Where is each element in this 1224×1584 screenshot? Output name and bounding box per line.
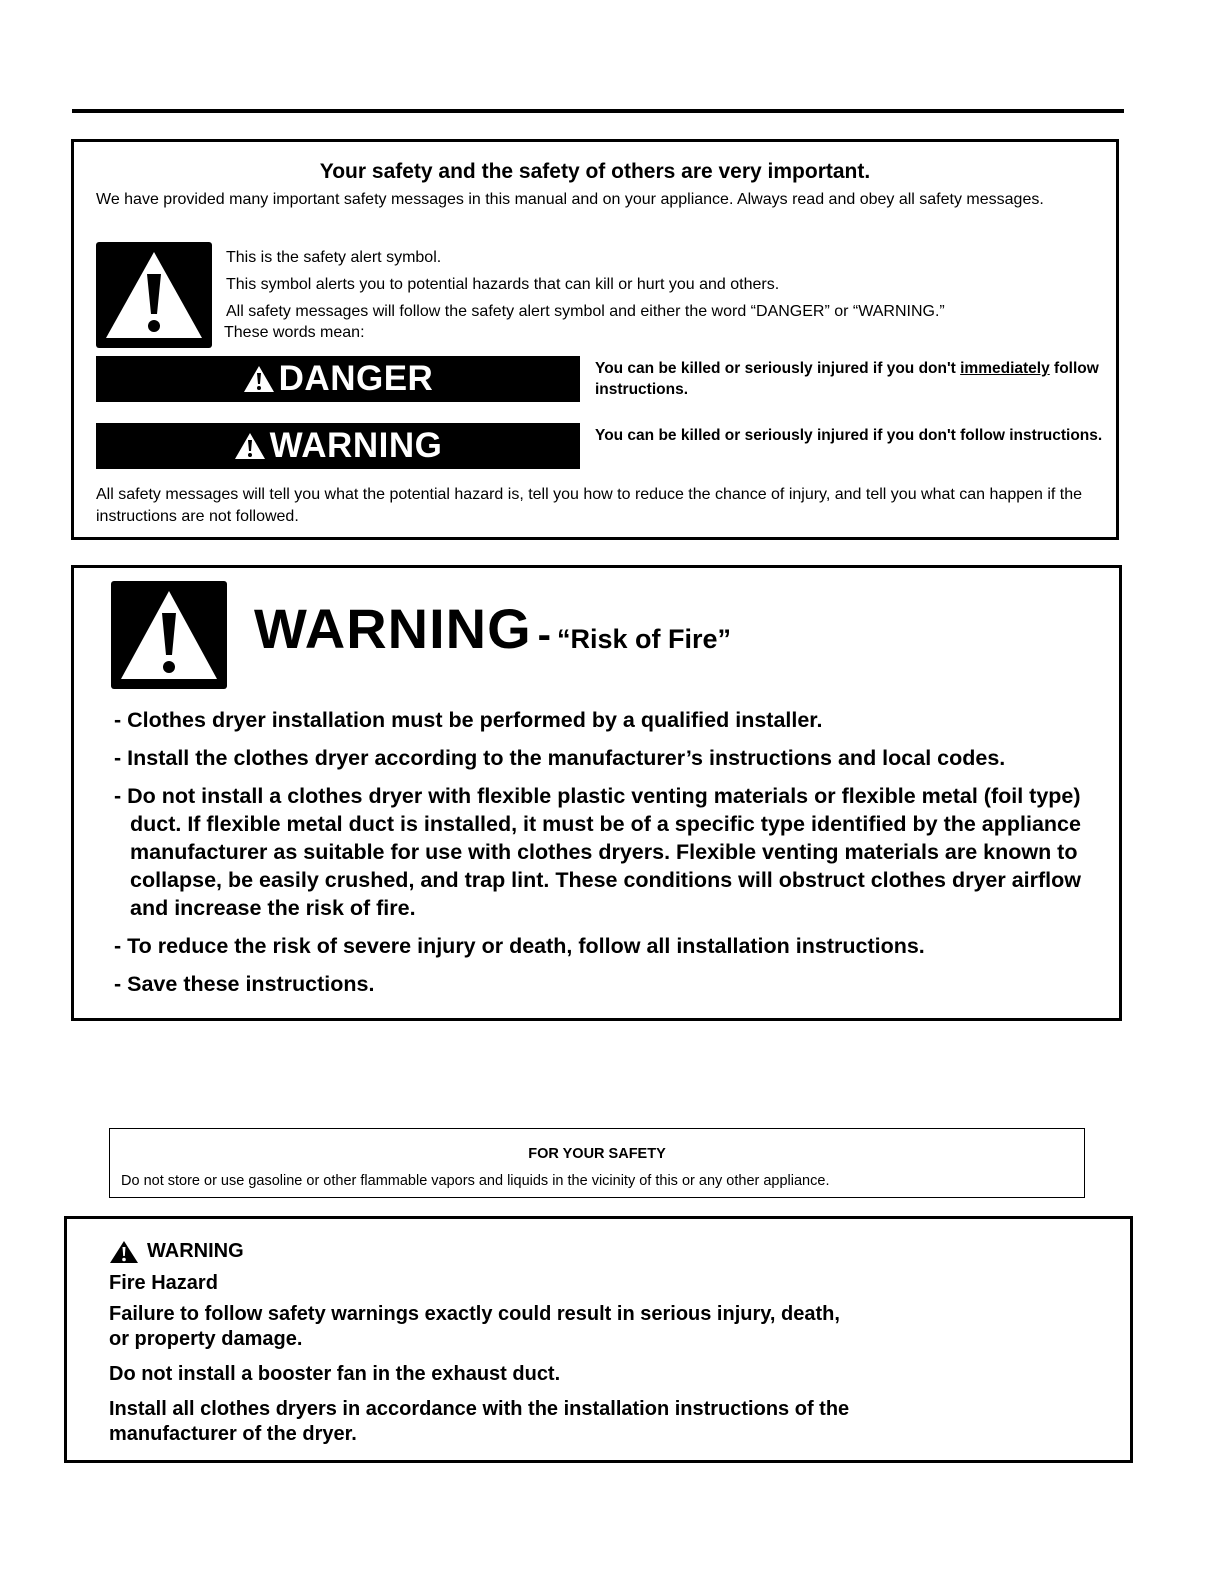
fire-warning-alert-icon	[111, 581, 227, 689]
risk-of-fire-box	[71, 565, 1122, 1021]
danger-description: You can be killed or seriously injured if you don't immediately follow instructions.	[595, 360, 1099, 398]
list-item: - Do not install a clothes dryer with flexible plastic venting materials or flexible metal (foil type) duct. If flexible metal duct is installed, it must be of a specific type identified by the appliance manufacturer as suitable for use with clothes dryers. Flexible venting materials are known to collapse, be easily crushed, and trap lint. These conditions will obstruct clothes dryer airflow and increase the risk of fire.	[114, 784, 1082, 920]
for-your-safety-box	[109, 1128, 1085, 1198]
warning-description: You can be killed or seriously injured if you don't follow instructions.	[595, 427, 1103, 444]
warning-triangle-icon	[109, 1240, 139, 1264]
risk-of-fire-heading: WARNING - “Risk of Fire”	[254, 597, 732, 660]
list-item: - Save these instructions.	[114, 972, 375, 996]
safety-intro-box	[71, 139, 1119, 540]
fire-hazard-warning-heading: WARNING	[109, 1239, 244, 1264]
fire-hazard-box	[64, 1216, 1133, 1463]
list-item: - Install the clothes dryer according to the manufacturer’s instructions and local codes.	[114, 746, 1006, 770]
symbol-line-1: This is the safety alert symbol.	[226, 249, 442, 266]
for-your-safety-text: Do not store or use gasoline or other flammable vapors and liquids in the vicinity of this or any other appliance.	[121, 1173, 830, 1189]
safety-summary: All safety messages will tell you what the potential hazard is, tell you how to reduce the chance of injury, and tell you what can happen if the instructions are not followed.	[96, 486, 1083, 525]
immediately-emphasis: immediately	[960, 360, 1050, 377]
booster-fan-warning: Do not install a booster fan in the exhaust duct.	[109, 1363, 561, 1385]
failure-warning-text: Failure to follow safety warnings exactly could result in serious injury, death, or property damage.	[109, 1303, 840, 1350]
warning-banner	[96, 423, 580, 469]
danger-triangle-icon	[243, 365, 275, 393]
safety-intro-text: We have provided many important safety messages in this manual and on your appliance. Always read and obey all safety messages.	[96, 191, 1044, 208]
danger-banner	[96, 356, 580, 402]
for-your-safety-title: FOR YOUR SAFETY	[528, 1146, 666, 1162]
symbol-line-4: These words mean:	[224, 324, 365, 341]
fire-warning-list	[114, 706, 1104, 1008]
warning-label: WARNING	[269, 426, 443, 465]
top-rule	[72, 109, 1124, 113]
symbol-line-3: All safety messages will follow the safety alert symbol and either the word “DANGER” or “WARNING.”	[226, 303, 945, 320]
safety-title: Your safety and the safety of others are very important.	[319, 160, 871, 183]
install-instructions-warning: Install all clothes dryers in accordance with the installation instructions of the manufacturer of the dryer.	[109, 1398, 850, 1445]
fire-hazard-label: Fire Hazard	[109, 1272, 218, 1294]
danger-label: DANGER	[278, 359, 434, 398]
warning-triangle-icon	[234, 432, 266, 460]
list-item: - To reduce the risk of severe injury or death, follow all installation instructions.	[114, 934, 925, 958]
symbol-line-2: This symbol alerts you to potential hazards that can kill or hurt you and others.	[226, 276, 780, 293]
safety-alert-symbol-icon	[96, 242, 212, 348]
list-item: - Clothes dryer installation must be performed by a qualified installer.	[114, 708, 823, 732]
